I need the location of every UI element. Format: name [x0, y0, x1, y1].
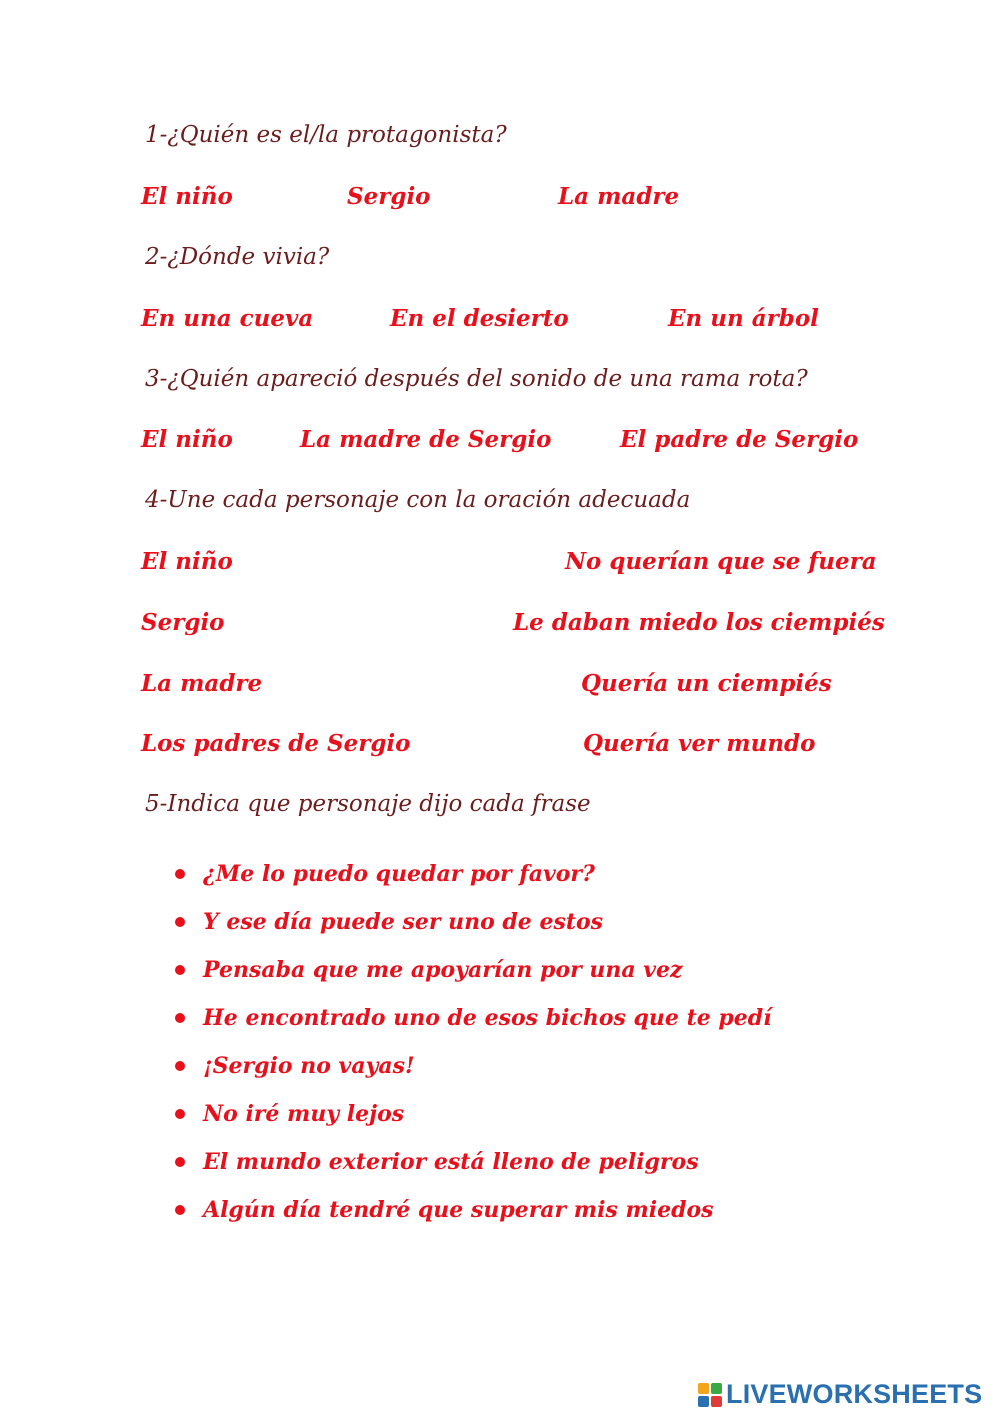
phrase-item[interactable]: [175, 1090, 772, 1138]
logo-mark-icon: [698, 1383, 722, 1407]
q1-option-2[interactable]: Sergio: [347, 183, 431, 210]
logo-tile: [711, 1396, 722, 1407]
question-1: 1-¿Quién es el/la protagonista?: [145, 122, 507, 148]
q1-option-1[interactable]: El niño: [141, 183, 233, 210]
bullet-icon: [175, 1013, 185, 1023]
q4-sentence-1[interactable]: No querían que se fuera: [565, 548, 877, 575]
q3-option-2[interactable]: La madre de Sergio: [300, 426, 552, 453]
q1-option-3[interactable]: La madre: [558, 183, 680, 210]
bullet-icon: [175, 1157, 185, 1167]
bullet-icon: [175, 1109, 185, 1119]
phrase-text: El mundo exterior está lleno de peligros: [203, 1149, 699, 1175]
phrase-item[interactable]: [175, 1042, 772, 1090]
question-2: 2-¿Dónde vivia?: [145, 244, 330, 270]
phrase-text: Y ese día puede ser uno de estos: [203, 909, 604, 935]
phrase-text: ¡Sergio no vayas!: [203, 1053, 415, 1079]
liveworksheets-logo[interactable]: [698, 1379, 982, 1410]
bullet-icon: [175, 869, 185, 879]
q4-sentence-4[interactable]: Quería ver mundo: [583, 730, 816, 757]
phrase-list: [175, 850, 772, 1234]
q4-character-2[interactable]: Sergio: [141, 609, 225, 636]
phrase-text: Algún día tendré que superar mis miedos: [203, 1197, 714, 1223]
phrase-text: ¿Me lo puedo quedar por favor?: [203, 861, 595, 887]
q2-option-1[interactable]: En una cueva: [141, 305, 314, 332]
logo-tile: [698, 1396, 709, 1407]
phrase-item[interactable]: [175, 1186, 772, 1234]
q4-sentence-2[interactable]: Le daban miedo los ciempiés: [513, 609, 885, 636]
bullet-icon: [175, 1205, 185, 1215]
logo-tile: [711, 1383, 722, 1394]
bullet-icon: [175, 1061, 185, 1071]
bullet-icon: [175, 917, 185, 927]
q4-character-4[interactable]: Los padres de Sergio: [141, 730, 411, 757]
phrase-item[interactable]: [175, 898, 772, 946]
q4-sentence-3[interactable]: Quería un ciempiés: [581, 670, 832, 697]
question-3: 3-¿Quién apareció después del sonido de una rama rota?: [145, 366, 808, 392]
q2-option-2[interactable]: En el desierto: [390, 305, 569, 332]
q3-option-3[interactable]: El padre de Sergio: [620, 426, 859, 453]
phrase-text: Pensaba que me apoyarían por una vez: [203, 957, 683, 983]
phrase-text: He encontrado uno de esos bichos que te pedí: [203, 1005, 772, 1031]
phrase-item[interactable]: [175, 1138, 772, 1186]
phrase-text: No iré muy lejos: [203, 1101, 405, 1127]
logo-text: LIVEWORKSHEETS: [726, 1379, 983, 1409]
phrase-item[interactable]: [175, 994, 772, 1042]
phrase-item[interactable]: [175, 946, 772, 994]
phrase-item[interactable]: [175, 850, 772, 898]
q4-character-3[interactable]: La madre: [141, 670, 263, 697]
bullet-icon: [175, 965, 185, 975]
question-4: 4-Une cada personaje con la oración adecuada: [145, 487, 691, 513]
logo-tile: [698, 1383, 709, 1394]
question-5: 5-Indica que personaje dijo cada frase: [145, 791, 591, 817]
q2-option-3[interactable]: En un árbol: [668, 305, 819, 332]
q3-option-1[interactable]: El niño: [141, 426, 233, 453]
q4-character-1[interactable]: El niño: [141, 548, 233, 575]
